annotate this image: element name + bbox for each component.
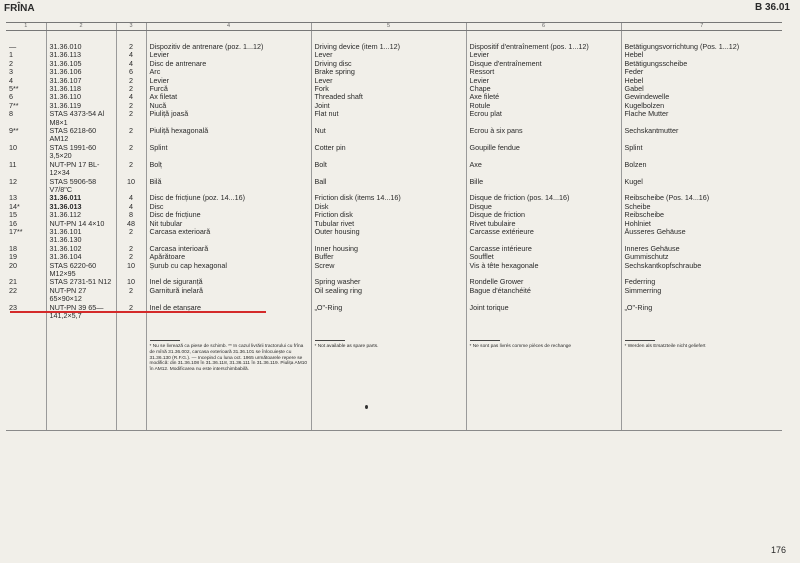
description-de: Scheibe (621, 203, 782, 211)
part-code: 31.36.101 31.36.130 (46, 228, 116, 245)
table-row (6, 102, 782, 110)
description-ro: Apărătoare (146, 253, 311, 261)
part-code: 31.36.107 (46, 77, 116, 85)
part-quantity: 10 (116, 278, 146, 286)
part-quantity: 10 (116, 262, 146, 279)
description-en: Spring washer (311, 278, 466, 286)
footnote-text: * Not available as spare parts. (314, 344, 379, 350)
part-position: 20 (9, 261, 17, 270)
table-row (6, 178, 782, 195)
description-de: Äusseres Gehäuse (621, 228, 782, 245)
part-quantity: 8 (116, 211, 146, 219)
part-position: 17** (9, 227, 23, 236)
description-en: Fork (311, 85, 466, 93)
footnote-text: * Ne sont pas livrés comme pièces de rechange (469, 344, 572, 350)
part-quantity: 4 (116, 203, 146, 211)
part-position: 12 (9, 177, 17, 186)
description-en: Tubular rivet (311, 220, 466, 228)
description-fr: Joint torique (466, 304, 621, 321)
description-en: Oil sealing ring (311, 287, 466, 304)
description-de: Simmerring (621, 287, 782, 304)
empty-cell (46, 320, 116, 431)
description-fr: Bague d'étanchéité (466, 287, 621, 304)
description-en: „O"-Ring (311, 304, 466, 321)
footnote-rule (470, 340, 500, 341)
part-quantity: 2 (116, 31, 146, 52)
table-row (6, 245, 782, 253)
table-row (6, 253, 782, 261)
description-en: Threaded shaft (311, 93, 466, 101)
part-code: 31.36.110 (46, 93, 116, 101)
part-code: 31.36.105 (46, 60, 116, 68)
description-fr: Disque de friction (pos. 14...16) (466, 194, 621, 202)
column-number-row (6, 23, 782, 31)
part-position: 18 (9, 244, 17, 253)
description-ro: Garnitură inelară (146, 287, 311, 304)
footnote-de (621, 320, 782, 431)
description-fr: Axe (466, 161, 621, 178)
part-position: 11 (9, 160, 17, 169)
description-en: Cotter pin (311, 144, 466, 161)
description-ro: Bilă (146, 178, 311, 195)
description-de: Federring (621, 278, 782, 286)
table-row (6, 110, 782, 127)
table-row (6, 194, 782, 202)
description-ro: Inel de etanșare (146, 304, 311, 321)
red-underline-mark (10, 311, 266, 313)
part-position: 10 (9, 143, 17, 152)
part-quantity: 2 (116, 253, 146, 261)
part-code: 31.36.102 (46, 245, 116, 253)
description-ro: Piuliță hexagonală (146, 127, 311, 144)
column-number: 2 (46, 23, 116, 31)
description-en: Driving disc (311, 60, 466, 68)
description-fr: Vis à tête hexagonale (466, 262, 621, 279)
part-quantity: 2 (116, 127, 146, 144)
part-code: 31.36.011 (46, 194, 116, 202)
column-number: 1 (6, 23, 46, 31)
part-quantity: 2 (116, 245, 146, 253)
part-position: 15 (9, 211, 17, 220)
description-en: Screw (311, 262, 466, 279)
description-fr: Levier (466, 51, 621, 59)
description-en: Nut (311, 127, 466, 144)
description-fr: Disque d'entraînement (466, 60, 621, 68)
description-en: Brake spring (311, 68, 466, 76)
description-fr: Soufflet (466, 253, 621, 261)
description-en: Joint (311, 102, 466, 110)
table-row (6, 127, 782, 144)
description-fr: Rivet tubulaire (466, 220, 621, 228)
description-fr: Ecrou à six pans (466, 127, 621, 144)
footnote-text: * Werden als Ersatzteile nicht geliefert (624, 344, 706, 350)
part-position: — (9, 42, 17, 51)
description-de: Gabel (621, 85, 782, 93)
description-de: Reibscheibe (Pos. 14...16) (621, 194, 782, 202)
description-ro: Disc de fricțiune (poz. 14...16) (146, 194, 311, 202)
part-code: NUT-PN 27 65×90×12 (46, 287, 116, 304)
description-de: Betätigungsvorrichtung (Pos. 1...12) (621, 31, 782, 52)
table-row (6, 211, 782, 219)
table-row (6, 93, 782, 101)
description-ro: Carcasa interioară (146, 245, 311, 253)
description-en: Inner housing (311, 245, 466, 253)
part-position: 21 (9, 278, 17, 287)
part-quantity: 6 (116, 68, 146, 76)
description-ro: Splint (146, 144, 311, 161)
description-de: Kugel (621, 178, 782, 195)
part-position: 3 (9, 68, 13, 77)
part-quantity: 4 (116, 60, 146, 68)
description-ro: Nucă (146, 102, 311, 110)
description-fr: Disque de friction (466, 211, 621, 219)
table-row (6, 60, 782, 68)
part-quantity: 2 (116, 102, 146, 110)
description-ro: Levier (146, 51, 311, 59)
footnote-rule (315, 340, 345, 341)
table-row (6, 85, 782, 93)
part-position: 9** (9, 127, 19, 136)
part-code: STAS 6220-60 M12×95 (46, 262, 116, 279)
description-de: Sechskantmutter (621, 127, 782, 144)
part-code: NUT-PN 14 4×10 (46, 220, 116, 228)
part-code: STAS 5906-58 V7/8"C (46, 178, 116, 195)
description-ro: Nit tubular (146, 220, 311, 228)
part-position: 19 (9, 253, 17, 262)
part-position: 16 (9, 219, 17, 228)
part-code: NUT-PN 39 65—141,2×5,7 (46, 304, 116, 321)
part-code: NUT-PN 17 BL-12×34 (46, 161, 116, 178)
table-row (6, 220, 782, 228)
part-code: 31.36.013 (46, 203, 116, 211)
description-ro: Bolț (146, 161, 311, 178)
part-code: STAS 4373-54 Al M8×1 (46, 110, 116, 127)
description-fr: Chape (466, 85, 621, 93)
table-row (6, 203, 782, 211)
part-code: STAS 1991-60 3,5×20 (46, 144, 116, 161)
description-fr: Dispositif d'entraînement (pos. 1...12) (466, 31, 621, 52)
description-ro: Disc (146, 203, 311, 211)
description-ro: Disc de fricțiune (146, 211, 311, 219)
description-fr: Axe fileté (466, 93, 621, 101)
table-row (6, 161, 782, 178)
table-row (6, 144, 782, 161)
page-number: 176 (770, 545, 786, 555)
part-position: 2 (9, 59, 13, 68)
footnote-ro (146, 320, 311, 431)
description-ro: Disc de antrenare (146, 60, 311, 68)
description-de: Betätigungsscheibe (621, 60, 782, 68)
description-de: Gummischutz (621, 253, 782, 261)
description-de: „O"-Ring (621, 304, 782, 321)
empty-cell (116, 320, 146, 431)
column-number: 5 (311, 23, 466, 31)
description-en: Ball (311, 178, 466, 195)
footnote-fr (466, 320, 621, 431)
column-number: 7 (621, 23, 782, 31)
description-de: Bolzen (621, 161, 782, 178)
description-en: Disk (311, 203, 466, 211)
table-row (6, 262, 782, 279)
footnote-text: * Nu se livrează ca piese de schimb. ** In cazul livrării tractorului cu frîna de mînă 31.36.002, carcasa exterioară 31.36.101 se înlocuiește cu 31.36.130 (R.F.G.). — Incepind cu luna oct. 1965 următoarele repere se modifică: din 31.36.108 în 31.36.118, 31.36.111 în 31.36.119. Piulița AM10 în AM12. Modificarea nu este interschimbabilă. (149, 344, 308, 372)
part-position: 7** (9, 101, 19, 110)
table-row (6, 278, 782, 286)
description-ro: Furcă (146, 85, 311, 93)
description-de: Flache Mutter (621, 110, 782, 127)
description-ro: Levier (146, 77, 311, 85)
description-fr: Ecrou plat (466, 110, 621, 127)
description-en: Lever (311, 51, 466, 59)
section-title: FRÎNA (4, 3, 35, 14)
table-row (6, 68, 782, 76)
description-ro: Carcasa exterioară (146, 228, 311, 245)
part-code: 31.36.118 (46, 85, 116, 93)
description-fr: Rondelle Grower (466, 278, 621, 286)
description-fr: Rotule (466, 102, 621, 110)
description-ro: Inel de siguranță (146, 278, 311, 286)
description-en: Buffer (311, 253, 466, 261)
description-en: Driving device (item 1...12) (311, 31, 466, 52)
description-fr: Goupille fendue (466, 144, 621, 161)
description-de: Feder (621, 68, 782, 76)
part-code: 31.36.104 (46, 253, 116, 261)
description-ro: Șurub cu cap hexagonal (146, 262, 311, 279)
description-fr: Carcasse intérieure (466, 245, 621, 253)
footnote-rule (625, 340, 655, 341)
table-row (6, 31, 782, 52)
description-fr: Ressort (466, 68, 621, 76)
description-ro: Piuliță joasă (146, 110, 311, 127)
description-de: Sechskantkopfschraube (621, 262, 782, 279)
part-quantity: 2 (116, 287, 146, 304)
part-position: 23 (9, 303, 17, 312)
table-row (6, 77, 782, 85)
part-position: 4 (9, 76, 13, 85)
part-position: 6 (9, 93, 13, 102)
part-position: 8 (9, 110, 13, 119)
description-de: Hohlniet (621, 220, 782, 228)
part-code: 31.36.106 (46, 68, 116, 76)
footnote-rule (150, 340, 180, 341)
part-quantity: 2 (116, 161, 146, 178)
description-ro: Dispozitiv de antrenare (poz. 1...12) (146, 31, 311, 52)
description-de: Hebel (621, 77, 782, 85)
part-code: 31.36.112 (46, 211, 116, 219)
part-code: STAS 2731-51 N12 (46, 278, 116, 286)
part-quantity: 4 (116, 51, 146, 59)
table-row (6, 51, 782, 59)
description-fr: Bille (466, 178, 621, 195)
footnotes-row (6, 320, 782, 431)
description-de: Inneres Gehäuse (621, 245, 782, 253)
description-ro: Ax filetat (146, 93, 311, 101)
table-row (6, 228, 782, 245)
part-code: 31.36.010 (46, 31, 116, 52)
part-quantity: 2 (116, 110, 146, 127)
empty-cell (6, 320, 46, 431)
part-position: 1 (9, 51, 13, 60)
description-en: Flat nut (311, 110, 466, 127)
description-en: Bolt (311, 161, 466, 178)
part-quantity: 2 (116, 228, 146, 245)
column-number: 6 (466, 23, 621, 31)
description-en: Friction disk (311, 211, 466, 219)
part-position: 22 (9, 286, 17, 295)
description-en: Lever (311, 77, 466, 85)
description-de: Splint (621, 144, 782, 161)
table-row (6, 287, 782, 304)
ink-dot (365, 405, 368, 409)
description-en: Outer housing (311, 228, 466, 245)
column-number: 4 (146, 23, 311, 31)
part-quantity: 2 (116, 304, 146, 321)
part-quantity: 2 (116, 85, 146, 93)
part-quantity: 4 (116, 194, 146, 202)
part-quantity: 2 (116, 77, 146, 85)
part-quantity: 2 (116, 144, 146, 161)
description-fr: Disque (466, 203, 621, 211)
description-fr: Carcasse extérieure (466, 228, 621, 245)
part-position: 5** (9, 85, 19, 94)
description-de: Kugelbolzen (621, 102, 782, 110)
description-de: Hebel (621, 51, 782, 59)
description-de: Reibscheibe (621, 211, 782, 219)
part-quantity: 48 (116, 220, 146, 228)
description-fr: Levier (466, 77, 621, 85)
part-code: STAS 6218-60 AM12 (46, 127, 116, 144)
description-en: Friction disk (items 14...16) (311, 194, 466, 202)
parts-table (6, 22, 782, 431)
column-number: 3 (116, 23, 146, 31)
part-code: 31.36.119 (46, 102, 116, 110)
footnote-en (311, 320, 466, 431)
part-code: 31.36.113 (46, 51, 116, 59)
part-position: 13 (9, 194, 17, 203)
part-quantity: 10 (116, 178, 146, 195)
description-ro: Arc (146, 68, 311, 76)
description-de: Gewindewelle (621, 93, 782, 101)
section-code: B 36.01 (754, 2, 790, 13)
part-position: 14* (9, 202, 20, 211)
part-quantity: 4 (116, 93, 146, 101)
